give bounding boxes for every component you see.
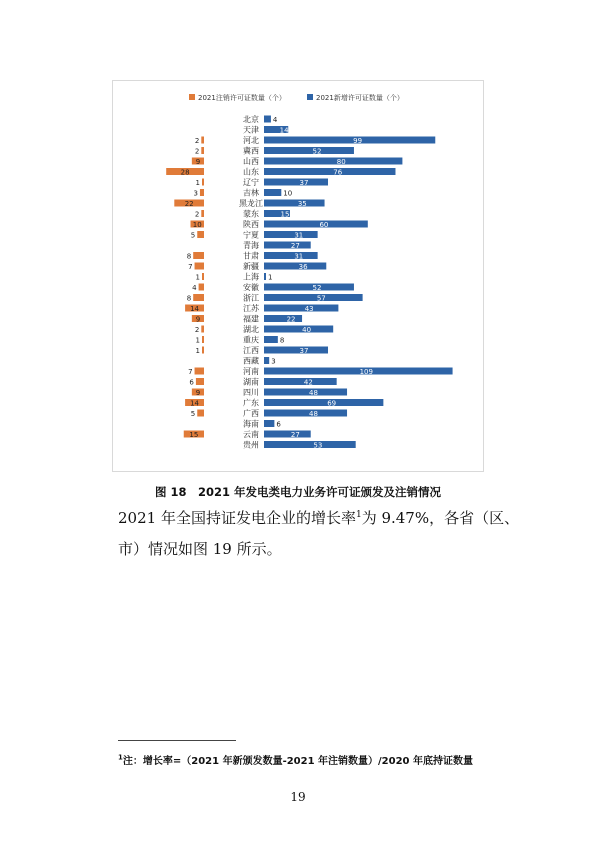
cancelled-data-label: 1: [195, 336, 200, 345]
legend-label-issued: 2021新增许可证数量（个）: [316, 94, 404, 102]
category-label: 湖北: [243, 325, 259, 334]
cancelled-data-label: 8: [186, 252, 192, 261]
paragraph-text-b: 为 9.47%，各省（区、: [361, 509, 520, 527]
issued-data-label: 31: [294, 231, 304, 240]
category-label: 辽宁: [243, 178, 259, 187]
issued-bar: [264, 273, 266, 280]
cancelled-data-label: 5: [190, 410, 196, 418]
issued-data-label: 109: [359, 368, 373, 376]
issued-bar: [264, 315, 302, 322]
issued-data-label: 6: [276, 420, 281, 429]
issued-data-label: 35: [297, 200, 307, 208]
issued-data-label: 53: [313, 441, 323, 450]
cancelled-data-label: 9: [195, 315, 201, 324]
category-label: 江苏: [243, 304, 259, 313]
issued-data-label: 27: [290, 242, 300, 250]
cancelled-data-label: 4: [192, 284, 197, 292]
issued-bar: [264, 168, 395, 175]
category-label: 安徽: [243, 283, 259, 292]
issued-data-label: 48: [309, 389, 318, 397]
cancelled-bar: [197, 231, 204, 238]
cancelled-data-label: 15: [189, 431, 199, 439]
issued-data-label: 14: [279, 126, 289, 135]
cancelled-data-label: 5: [190, 231, 196, 240]
category-label: 湖南: [243, 377, 259, 387]
legend-swatch-cancelled: [189, 94, 195, 100]
issued-data-label: 57: [316, 294, 326, 303]
chart-frame: [112, 80, 484, 472]
category-label: 天津: [243, 125, 259, 135]
issued-data-label: 40: [302, 326, 312, 334]
paragraph-line-1: [118, 508, 519, 528]
issued-bar: [264, 420, 274, 427]
issued-data-label: 36: [298, 263, 308, 271]
cancelled-data-label: 9: [195, 158, 201, 166]
issued-bar: [264, 263, 326, 270]
issued-bar: [264, 284, 354, 291]
category-label: 广东: [243, 398, 259, 408]
category-label: 福建: [243, 314, 259, 324]
issued-bar: [264, 410, 347, 417]
cancelled-bar: [201, 137, 204, 144]
issued-bar: [264, 368, 453, 375]
legend-label-cancelled: 2021注销许可证数量（个）: [198, 94, 286, 102]
issued-bar: [264, 231, 318, 238]
issued-bar: [264, 389, 347, 396]
issued-data-label: 31: [294, 252, 304, 261]
issued-bar: [264, 399, 383, 406]
category-label: 广西: [243, 409, 259, 418]
cancelled-bar: [202, 273, 204, 280]
issued-bar: [264, 189, 281, 196]
category-label: 黑龙江: [239, 199, 263, 208]
category-label: 西藏: [243, 356, 259, 366]
cancelled-bar: [196, 378, 204, 385]
cancelled-data-label: 14: [190, 305, 200, 313]
issued-data-label: 27: [290, 431, 300, 439]
issued-bar: [264, 441, 356, 448]
category-label: 四川: [243, 388, 259, 397]
cancelled-data-label: 2: [194, 210, 200, 219]
cancelled-bar: [195, 368, 204, 375]
issued-bar: [264, 242, 311, 249]
category-label: 甘肃: [243, 251, 259, 261]
issued-data-label: 69: [327, 399, 337, 408]
issued-data-label: 43: [304, 305, 314, 313]
issued-bar: [264, 137, 435, 144]
issued-bar: [264, 305, 338, 312]
category-label: 河北: [243, 136, 259, 145]
issued-bar: [264, 116, 271, 123]
issued-data-label: 4: [272, 116, 278, 124]
figure-caption: 图 18 2021 年发电类电力业务许可证颁发及注销情况: [154, 485, 441, 499]
category-label: 青海: [243, 241, 259, 250]
category-label: 山东: [243, 167, 259, 177]
cancelled-data-label: 2: [194, 137, 200, 145]
category-label: 新疆: [243, 262, 259, 271]
category-label: 浙江: [243, 293, 259, 303]
issued-bar: [264, 147, 354, 154]
cancelled-data-label: 2: [194, 147, 200, 156]
category-label: 冀西: [243, 146, 259, 156]
footnote-ref[interactable]: 1: [355, 510, 362, 520]
issued-data-label: 8: [279, 336, 285, 345]
cancelled-bar: [197, 410, 204, 417]
category-label: 重庆: [243, 335, 259, 345]
cancelled-data-label: 9: [195, 389, 201, 397]
category-label: 北京: [243, 115, 259, 124]
issued-data-label: 3: [271, 357, 276, 366]
cancelled-bar: [202, 347, 204, 354]
issued-bar: [264, 357, 269, 364]
issued-bar: [264, 336, 278, 343]
cancelled-bar: [202, 179, 204, 186]
cancelled-bar: [201, 147, 204, 154]
issued-data-label: 37: [299, 179, 309, 187]
cancelled-data-label: 1: [195, 179, 200, 187]
cancelled-bar: [195, 263, 204, 270]
issued-data-label: 99: [353, 137, 363, 145]
cancelled-bar: [193, 252, 204, 259]
paragraph-text-a: 2021 年全国持证发电企业的增长率: [118, 509, 356, 527]
issued-data-label: 52: [312, 284, 322, 292]
footnote: [118, 752, 473, 767]
issued-bar: [264, 252, 318, 259]
category-label: 蒙东: [243, 209, 259, 219]
issued-data-label: 60: [319, 221, 329, 229]
issued-data-label: 42: [303, 378, 313, 387]
category-label: 河南: [243, 367, 259, 376]
issued-data-label: 48: [309, 410, 318, 418]
cancelled-data-label: 1: [195, 347, 200, 355]
issued-bar: [264, 200, 325, 207]
cancelled-bar: [201, 210, 204, 217]
category-label: 吉林: [243, 188, 259, 198]
cancelled-data-label: 1: [195, 273, 200, 282]
category-label: 云南: [243, 430, 259, 439]
issued-data-label: 76: [333, 168, 343, 177]
issued-bar: [264, 347, 328, 354]
issued-data-label: 10: [283, 189, 293, 198]
category-label: 江西: [243, 346, 259, 355]
cancelled-data-label: 14: [190, 399, 200, 408]
paragraph-line-2: 市）情况如图 19 所示。: [118, 540, 282, 558]
issued-data-label: 80: [336, 158, 346, 166]
issued-bar: [264, 294, 363, 301]
issued-bar: [264, 158, 402, 165]
bar-chart: [113, 81, 483, 471]
issued-data-label: 37: [299, 347, 309, 355]
cancelled-data-label: 28: [180, 168, 190, 177]
issued-data-label: 22: [286, 315, 296, 324]
cancelled-data-label: 2: [194, 326, 200, 334]
category-label: 上海: [243, 272, 259, 282]
footnote-text: 注：增长率=（2021 年新颁发数量-2021 年注销数量）/2020 年底持证数量: [122, 756, 473, 767]
page-number: 19: [290, 790, 306, 804]
issued-bar: [264, 179, 328, 186]
issued-data-label: 1: [268, 273, 273, 282]
cancelled-bar: [200, 189, 204, 196]
category-label: 贵州: [243, 440, 259, 450]
cancelled-bar: [201, 326, 204, 333]
cancelled-data-label: 6: [189, 378, 194, 387]
issued-bar: [264, 221, 368, 228]
cancelled-bar: [193, 294, 204, 301]
issued-data-label: 52: [312, 147, 322, 156]
cancelled-bar: [202, 336, 204, 343]
category-label: 海南: [243, 419, 259, 429]
issued-bar: [264, 431, 311, 438]
cancelled-data-label: 7: [188, 263, 193, 271]
cancelled-data-label: 10: [192, 221, 202, 229]
cancelled-bar: [199, 284, 204, 291]
category-label: 陕西: [243, 220, 259, 229]
category-label: 宁夏: [243, 230, 259, 240]
cancelled-data-label: 7: [188, 368, 193, 376]
footnote-divider: [118, 740, 236, 741]
footnote-marker: 1: [118, 753, 123, 762]
issued-data-label: 15: [280, 210, 290, 219]
issued-bar: [264, 326, 333, 333]
category-label: 山西: [243, 157, 259, 166]
legend-swatch-issued: [307, 94, 313, 100]
cancelled-data-label: 8: [186, 294, 192, 303]
cancelled-data-label: 3: [193, 189, 198, 198]
cancelled-data-label: 22: [184, 200, 194, 208]
issued-bar: [264, 378, 337, 385]
